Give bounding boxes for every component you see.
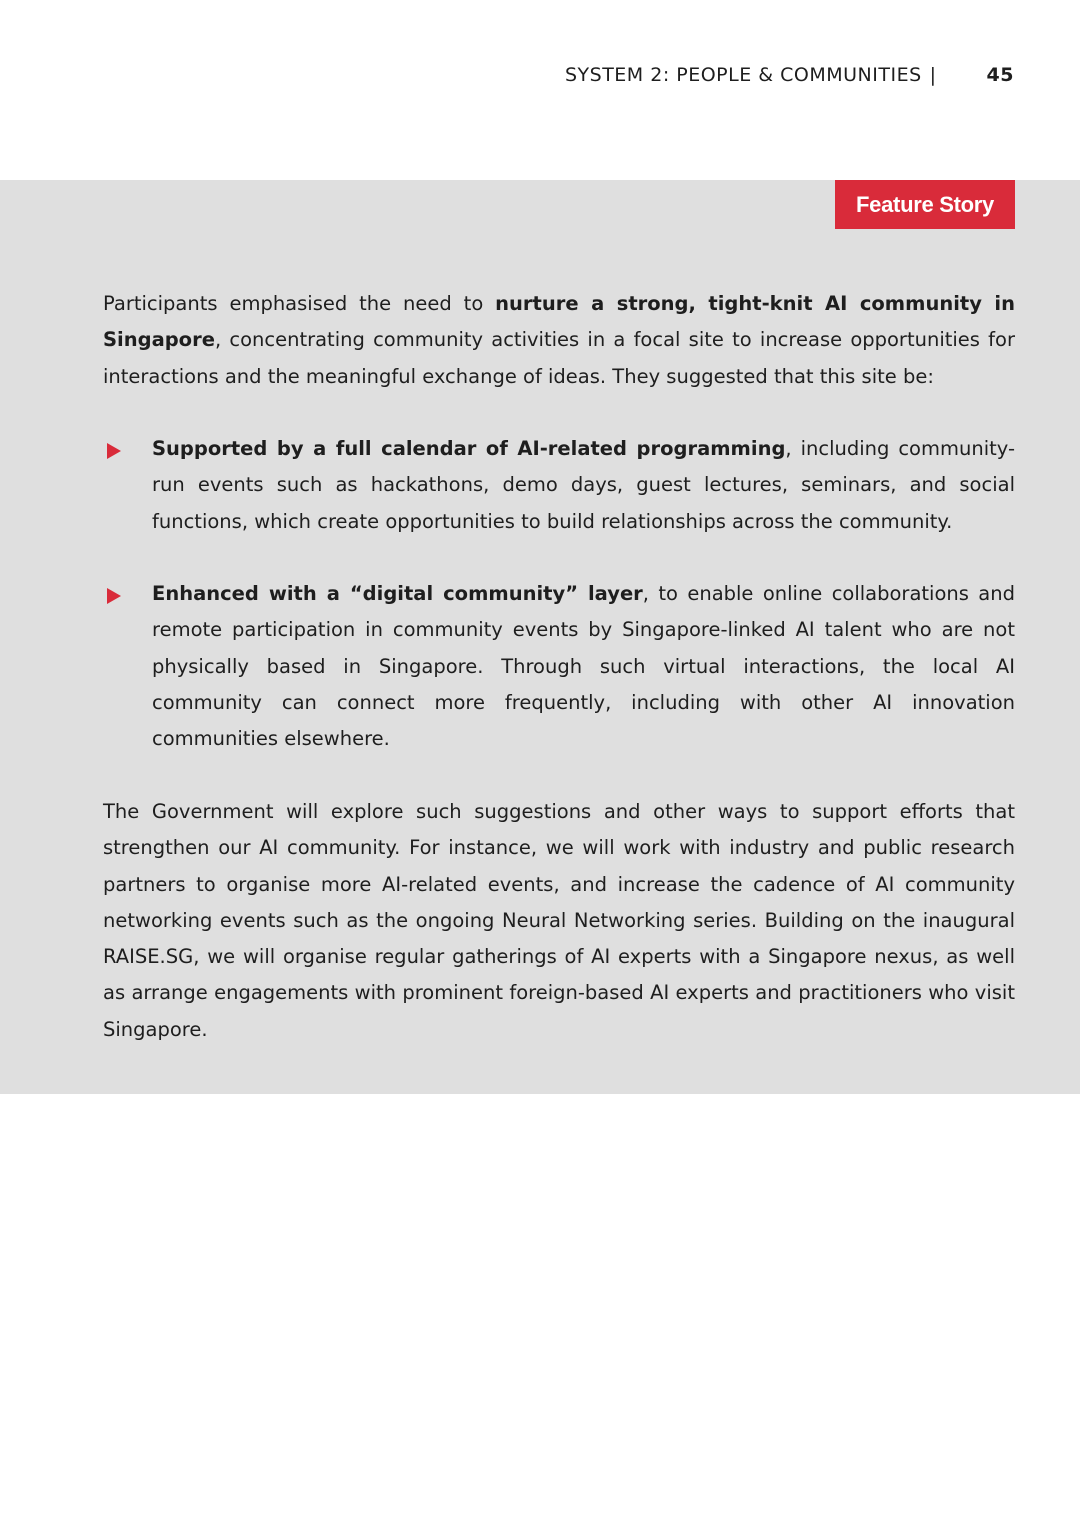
triangle-bullet-icon <box>107 588 121 604</box>
bullet-text <box>152 431 1015 540</box>
feature-story-tag: Feature Story <box>835 180 1015 229</box>
triangle-bullet-icon <box>107 443 121 459</box>
intro-rest: , concentrating community activities in a focal site to increase opportunities for interactions and the meaningful exchange of ideas. They suggested that this site be: <box>103 328 1015 388</box>
intro-lead: Participants emphasised the need to <box>103 292 496 315</box>
bullet-bold: Supported by a full calendar of AI-related programming <box>152 437 786 460</box>
page-number: 45 <box>986 64 1014 86</box>
header-separator: | <box>929 64 937 86</box>
intro-paragraph <box>103 286 1015 395</box>
closing-paragraph: The Government will explore such suggestions and other ways to support efforts that strengthen our AI community. For instance, we will work with industry and public research partners to organise more AI-related events, and increase the cadence of AI community networking events such as the ongoing Neural Networking series. Building on the inaugural RAISE.SG, we will organise regular gatherings of AI experts with a Singapore nexus, as well as arrange engagements with prominent foreign-based AI experts and practitioners who visit Singapore. <box>103 800 1015 1041</box>
intro-bold: nurture a strong, tight-knit AI community in Singapore <box>103 292 1015 352</box>
page-header <box>565 60 1014 90</box>
bullet-bold: Enhanced with a “digital community” layer <box>152 582 643 605</box>
bullet-rest: , including community-run events such as hackathons, demo days, guest lectures, seminars, and social functions, which create opportunities to build relationships across the community. <box>152 437 1015 533</box>
section-title: SYSTEM 2: PEOPLE & COMMUNITIES <box>564 64 922 86</box>
bullet-text <box>152 576 1015 757</box>
bullet-rest: , to enable online collaborations and remote participation in community events by Singapore-linked AI talent who are not physically based in Singapore. Through such virtual interactions, the local AI community can connect more frequently, including with other AI innovation communities elsewhere. <box>152 582 1015 751</box>
